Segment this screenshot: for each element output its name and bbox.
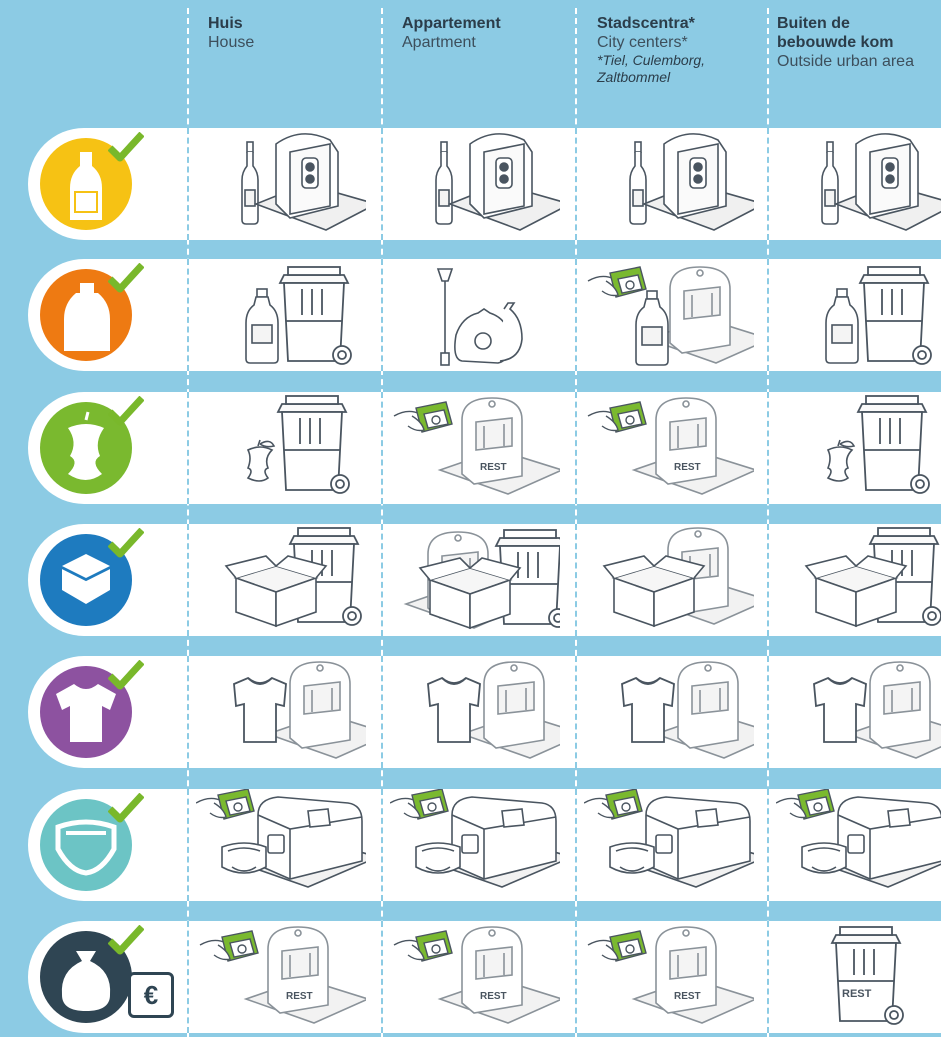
column-divider [575, 789, 577, 901]
column-divider [187, 789, 189, 901]
column-divider [767, 656, 769, 768]
column-title-nl: Stadscentra* [597, 15, 695, 32]
bottle-and-wheelie-bin-icon [776, 259, 941, 371]
svg-text:REST: REST [674, 462, 701, 473]
column-title-nl: Buiten de bebouwde kom [777, 15, 894, 51]
box-and-container-icon [584, 524, 754, 636]
column-title-en: City centers* [597, 34, 688, 51]
apple-core-and-wheelie-bin-icon [776, 392, 941, 504]
checkmark-icon [108, 396, 144, 428]
svg-text:REST: REST [480, 991, 507, 1002]
pass-and-rest-container-icon [390, 921, 560, 1033]
column-title-nl: Appartement [402, 15, 501, 32]
box-container-and-bin-icon [390, 524, 560, 636]
pass-and-diaper-container-icon [390, 789, 560, 901]
pass-and-container-icon [584, 259, 754, 371]
column-divider [381, 128, 383, 240]
shirt-and-textile-container-icon [776, 656, 941, 768]
column-title-en: Outside urban area [777, 53, 914, 70]
column-divider [575, 524, 577, 636]
column-divider [381, 392, 383, 504]
column-title-en: Apartment [402, 34, 476, 51]
column-divider [381, 789, 383, 901]
column-divider [767, 921, 769, 1033]
column-header-apartment [402, 14, 572, 52]
shirt-and-textile-container-icon [390, 656, 560, 768]
column-divider [187, 392, 189, 504]
apple-core-and-wheelie-bin-icon [196, 392, 366, 504]
column-divider [381, 259, 383, 371]
pass-and-diaper-container-icon [584, 789, 754, 901]
glass-bottle-container-icon [196, 128, 366, 240]
glass-bottle-container-icon [776, 128, 941, 240]
pass-and-diaper-container-icon [776, 789, 941, 901]
column-divider [767, 259, 769, 371]
svg-text:REST: REST [480, 462, 507, 473]
column-divider [187, 656, 189, 768]
checkmark-icon [108, 793, 144, 825]
column-divider [575, 259, 577, 371]
pass-and-rest-container-icon [584, 392, 754, 504]
column-divider [187, 921, 189, 1033]
glass-bottle-container-icon [390, 128, 560, 240]
waste-bags-at-lamppost-icon [390, 259, 560, 371]
shirt-and-textile-container-icon [196, 656, 366, 768]
pass-and-rest-container-icon [584, 921, 754, 1033]
column-divider [381, 656, 383, 768]
checkmark-icon [108, 132, 144, 164]
checkmark-icon [108, 528, 144, 560]
column-header-house [208, 14, 378, 52]
glass-bottle-container-icon [584, 128, 754, 240]
column-divider [767, 128, 769, 240]
checkmark-icon [108, 925, 144, 957]
rest-wheelie-bin-icon [776, 921, 941, 1033]
checkmark-icon [108, 660, 144, 692]
column-divider [575, 392, 577, 504]
column-divider [381, 921, 383, 1033]
box-and-wheelie-bin-icon [776, 524, 941, 636]
box-and-wheelie-bin-icon [196, 524, 366, 636]
pass-and-rest-container-icon [196, 921, 366, 1033]
pass-and-diaper-container-icon [196, 789, 366, 901]
column-divider [575, 128, 577, 240]
column-divider [767, 392, 769, 504]
column-header-outside-urban-area [777, 14, 941, 71]
column-divider [767, 789, 769, 901]
checkmark-icon [108, 263, 144, 295]
column-title-nl: Huis [208, 15, 243, 32]
column-divider [381, 524, 383, 636]
svg-text:REST: REST [286, 991, 313, 1002]
column-divider [187, 524, 189, 636]
column-divider [767, 524, 769, 636]
column-footnote: *Tiel, Culemborg, Zaltbommel [597, 52, 706, 85]
svg-text:REST: REST [842, 988, 872, 1000]
column-title-en: House [208, 34, 255, 51]
bottle-and-wheelie-bin-icon [196, 259, 366, 371]
shirt-and-textile-container-icon [584, 656, 754, 768]
price-badge: € [128, 972, 174, 1018]
column-header-city-centers [597, 14, 765, 86]
column-divider [187, 128, 189, 240]
column-divider [575, 921, 577, 1033]
svg-text:REST: REST [674, 991, 701, 1002]
column-divider [187, 259, 189, 371]
column-divider [575, 656, 577, 768]
pass-and-rest-container-icon [390, 392, 560, 504]
